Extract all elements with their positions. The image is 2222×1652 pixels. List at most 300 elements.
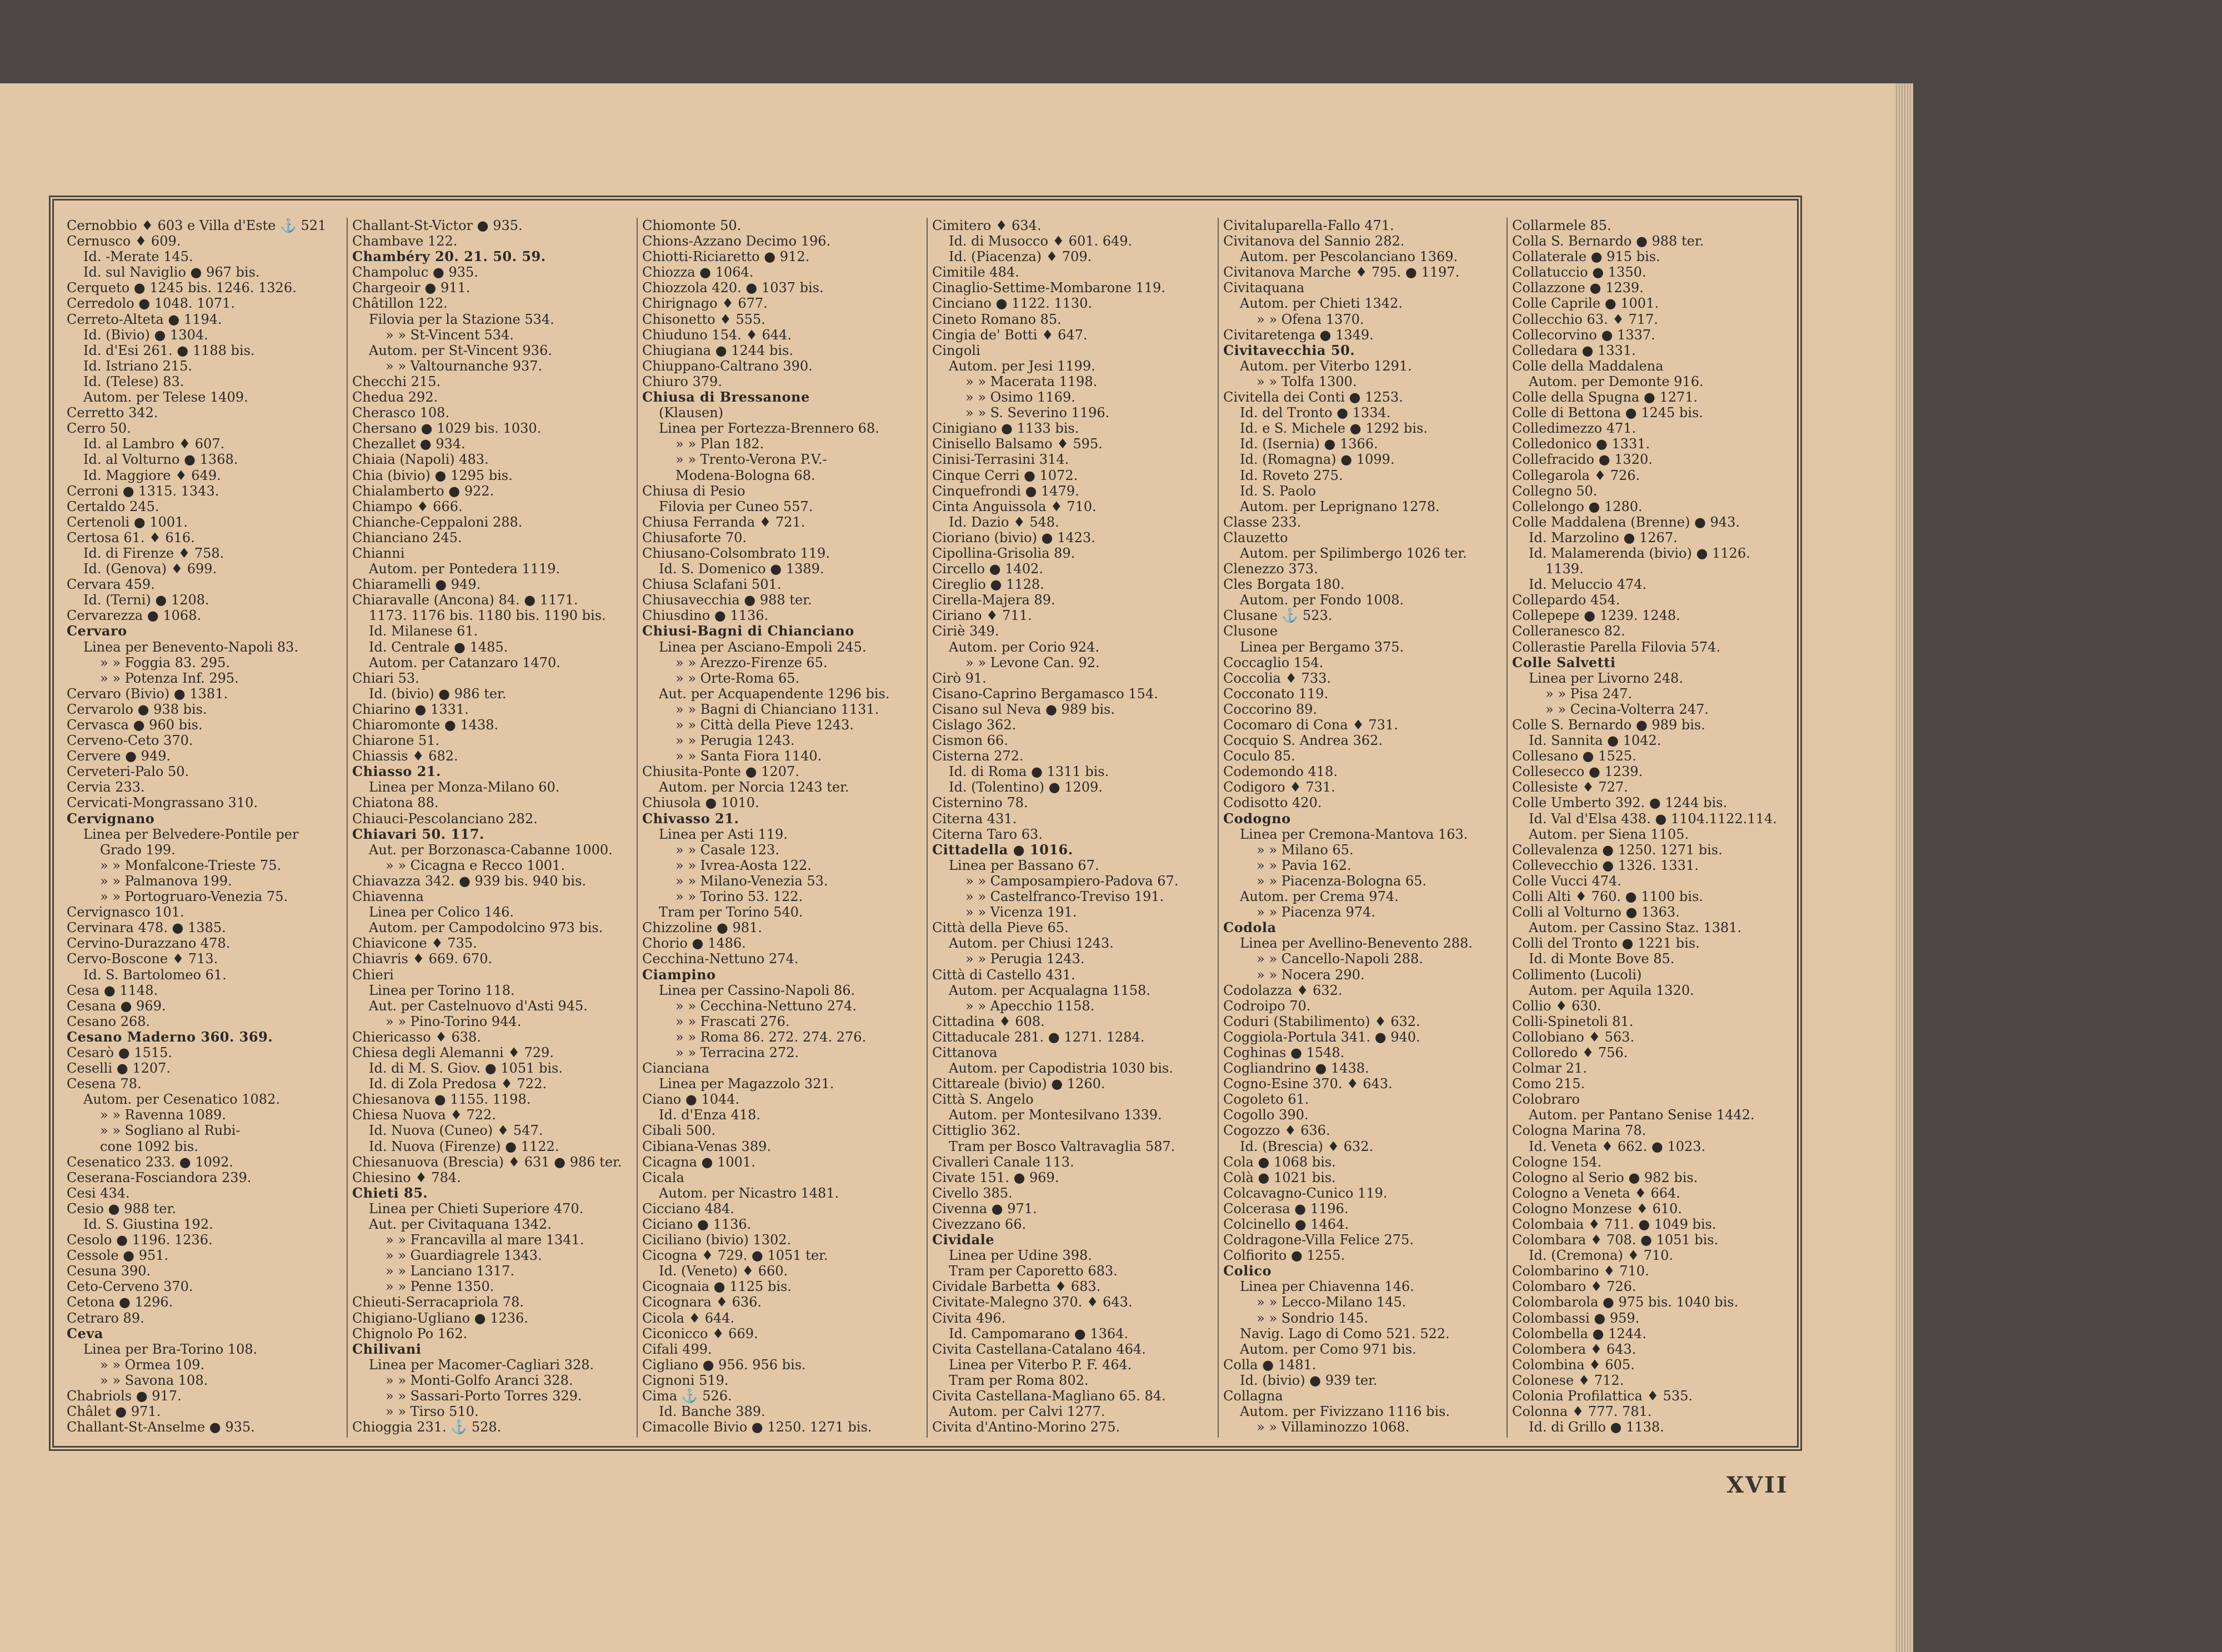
index-entry: Linea per Belvedere-Pontile per (83, 826, 299, 842)
index-entry: Cervia 233. (67, 779, 145, 795)
index-entry: Civate 151. ● 969. (932, 1169, 1059, 1185)
index-entry: Cervicati-Mongrassano 310. (67, 795, 258, 811)
index-entry: Chiaia (Napoli) 483. (352, 452, 489, 468)
index-entry: Colonese ♦ 712. (1512, 1372, 1624, 1388)
index-heading: Codogno (1223, 810, 1291, 827)
index-entry: Collaterale ● 915 bis. (1512, 249, 1660, 265)
index-entry: Chiusdino ● 1136. (642, 608, 769, 624)
index-entry: Linea per Asti 119. (659, 826, 788, 842)
index-entry: Autom. per Chieti 1342. (1240, 296, 1403, 312)
index-entry: Ceserana-Fosciandora 239. (67, 1169, 252, 1185)
index-entry: » » Sogliano al Rubi- (100, 1123, 241, 1139)
index-entry: Cologno al Serio ● 982 bis. (1512, 1169, 1698, 1185)
index-entry: Chiatona 88. (352, 795, 439, 811)
index-entry: Tram per Bosco Valtravaglia 587. (949, 1138, 1175, 1154)
index-entry: Chieri (352, 967, 394, 983)
index-entry: » » Piacenza-Bologna 65. (1257, 873, 1427, 889)
index-entry: Chiusa di Pesio (642, 483, 745, 499)
index-entry: Chiesino ♦ 784. (352, 1169, 461, 1185)
index-entry: » » Guardiagrele 1343. (386, 1248, 542, 1264)
index-entry: » » Nocera 290. (1257, 967, 1365, 983)
index-entry: Chianni (352, 545, 405, 561)
index-entry: Codolazza ♦ 632. (1223, 982, 1343, 998)
index-entry: Cologno Monzese ♦ 610. (1512, 1200, 1682, 1217)
index-entry: » » Cancello-Napoli 288. (1257, 951, 1423, 967)
index-entry: Collecorvino ● 1337. (1512, 327, 1655, 343)
index-entry: Autom. per Catanzaro 1470. (369, 654, 560, 670)
index-entry: Colli al Volturno ● 1363. (1512, 904, 1680, 920)
index-entry: Id. sul Naviglio ● 967 bis. (83, 264, 260, 281)
index-heading: Chiavari 50. 117. (352, 826, 484, 842)
index-entry: Cola ● 1068 bis. (1223, 1154, 1336, 1170)
index-entry: Civita Castellana-Magliano 65. 84. (932, 1388, 1166, 1404)
index-entry: Colledonico ● 1331. (1512, 436, 1650, 452)
index-entry: Cervasca ● 960 bis. (67, 717, 203, 733)
index-entry: Linea per Cremona-Mantova 163. (1240, 826, 1468, 842)
index-entry: Cisternino 78. (932, 795, 1028, 811)
index-entry: » » Palmanova 199. (100, 873, 232, 889)
index-entry: » » Portogruaro-Venezia 75. (100, 889, 288, 905)
index-entry: Cogozzo ♦ 636. (1223, 1123, 1330, 1139)
index-heading: Cesano Maderno 360. 369. (67, 1029, 273, 1045)
index-entry: Cignoni 519. (642, 1372, 729, 1388)
index-entry: Cerqueto ● 1245 bis. 1246. 1326. (67, 280, 297, 296)
index-entry: Autom. per Capodistria 1030 bis. (949, 1060, 1173, 1077)
index-entry: Cimitero ♦ 634. (932, 218, 1042, 233)
index-entry: Chiusita-Ponte ● 1207. (642, 764, 799, 780)
index-entry: Certenoli ● 1001. (67, 514, 188, 530)
index-entry: Id. di Firenze ♦ 758. (83, 545, 224, 561)
index-entry: » » Macerata 1198. (965, 373, 1098, 389)
index-entry: Chiesa Nuova ♦ 722. (352, 1107, 496, 1123)
index-entry: Chiusano-Colsombrato 119. (642, 545, 830, 561)
index-entry: Cireglio ● 1128. (932, 577, 1044, 593)
index-entry: » » Perugia 1243. (965, 951, 1085, 967)
index-entry: » » Cicagna e Recco 1001. (386, 857, 565, 873)
index-entry: » » Pisa 247. (1545, 685, 1633, 702)
index-entry: Id. (Cremona) ♦ 710. (1529, 1248, 1674, 1264)
index-entry: Colle Caprile ● 1001. (1512, 296, 1659, 312)
index-entry: » » Torino 53. 122. (675, 889, 803, 905)
index-entry: Id. Malamerenda (bivio) ● 1126. (1529, 545, 1750, 561)
index-entry: Aut. per Castelnuovo d'Asti 945. (369, 998, 588, 1014)
index-entry: Autom. per Cesenatico 1082. (83, 1092, 280, 1108)
index-entry: Colombaro ♦ 726. (1512, 1279, 1637, 1295)
index-entry: Id. del Tronto ● 1334. (1240, 405, 1391, 421)
index-entry: Circello ● 1402. (932, 561, 1043, 577)
index-entry: Chiusaforte 70. (642, 529, 747, 545)
index-entry: Id. d'Enza 418. (659, 1107, 761, 1123)
index-entry: Civitate-Malegno 370. ♦ 643. (932, 1294, 1133, 1310)
index-entry: » » Santa Fiora 1140. (675, 748, 822, 764)
index-entry: » » Ofena 1370. (1257, 311, 1364, 327)
index-heading: Chambéry 20. 21. 50. 59. (352, 249, 546, 265)
index-entry: Chiusa Sclafani 501. (642, 577, 782, 593)
index-entry: Cesuna 390. (67, 1263, 151, 1279)
index-heading: Colle Salvetti (1512, 654, 1616, 670)
index-entry: (Klausen) (659, 405, 724, 421)
index-entry: Cianо ● 1044. (642, 1092, 740, 1108)
index-entry: Id. Banche 389. (659, 1404, 765, 1420)
index-entry: Civitanova del Sannio 282. (1223, 233, 1405, 249)
index-entry: Chiozzola 420. ● 1037 bis. (642, 280, 824, 296)
index-entry: Checchi 215. (352, 373, 441, 389)
index-entry: Chiauci-Pescolanciano 282. (352, 810, 538, 827)
index-entry: Id. Milanese 61. (369, 623, 478, 639)
index-entry: » » Ravenna 1089. (100, 1107, 226, 1123)
index-entry: Collegno 50. (1512, 483, 1598, 499)
index-entry: Id. S. Bartolomeo 61. (83, 967, 227, 983)
index-entry: Linea per Benevento-Napoli 83. (83, 639, 299, 655)
index-heading: Ciampino (642, 967, 716, 983)
index-entry: » » Foggia 83. 295. (100, 654, 230, 670)
index-entry: Cesolo ● 1196. 1236. (67, 1232, 213, 1248)
index-entry: Cittadina ♦ 608. (932, 1013, 1045, 1029)
index-entry: Id. e S. Michele ● 1292 bis. (1240, 420, 1428, 437)
index-entry: Civello 385. (932, 1185, 1013, 1201)
index-entry: » » Pavia 162. (1257, 857, 1352, 873)
index-entry: Cicogna ♦ 729. ● 1051 ter. (642, 1248, 828, 1264)
index-entry: Collimento (Lucoli) (1512, 967, 1642, 983)
index-entry: » » Ormea 109. (100, 1356, 205, 1373)
index-entry: Linea per Magazzolo 321. (659, 1076, 834, 1092)
index-entry: Civitaretenga ● 1349. (1223, 327, 1374, 343)
index-entry: Ciciano ● 1136. (642, 1217, 752, 1232)
index-entry: Cifali 499. (642, 1341, 712, 1357)
index-entry: Civalleri Canale 113. (932, 1154, 1074, 1170)
index-entry: Autom. per Pontedera 1119. (369, 561, 560, 577)
index-entry: Id. (bivio) ● 939 ter. (1240, 1372, 1378, 1388)
index-entry: » » Osimo 1169. (965, 389, 1075, 406)
index-entry: » » Lanciano 1317. (386, 1263, 514, 1279)
index-entry: Cernusco ♦ 609. (67, 233, 181, 249)
index-entry: » » Piacenza 974. (1257, 904, 1375, 920)
index-entry: Chiavicone ♦ 735. (352, 935, 477, 952)
index-entry: Tram per Caporetto 683. (949, 1263, 1118, 1279)
index-entry: Autom. per Nicastro 1481. (659, 1185, 839, 1201)
index-entry: Chignolo Po 162. (352, 1325, 468, 1341)
index-entry: Collatuccio ● 1350. (1512, 264, 1647, 281)
index-entry: Cinigiano ● 1133 bis. (932, 420, 1079, 437)
index-entry: Colle Maddalena (Brenne) ● 943. (1512, 514, 1740, 530)
index-entry: Cesi 434. (67, 1185, 130, 1201)
index-entry: » » Città della Pieve 1243. (675, 717, 854, 733)
index-entry: » » Frascati 276. (675, 1013, 790, 1029)
index-entry: Id. (Terni) ● 1208. (83, 592, 209, 608)
index-entry: » » Arezzo-Firenze 65. (675, 654, 828, 670)
index-entry: Chirignago ♦ 677. (642, 296, 768, 312)
index-entry: Collevecchio ● 1326. 1331. (1512, 857, 1699, 873)
index-entry: Chiusola ● 1010. (642, 795, 759, 811)
index-entry: Classe 233. (1223, 514, 1302, 530)
index-entry: Civitanova Marche ♦ 795. ● 1197. (1223, 264, 1460, 281)
index-entry: Chizzoline ● 981. (642, 920, 762, 936)
index-entry: Collefracido ● 1320. (1512, 452, 1653, 468)
index-entry: Cicagna ● 1001. (642, 1154, 755, 1170)
index-entry: Cesano 268. (67, 1013, 151, 1029)
index-entry: Chianciano 245. (352, 529, 462, 545)
index-entry: Ciccianо 484. (642, 1200, 734, 1217)
index-entry: Id. di Musocco ♦ 601. 649. (949, 233, 1133, 249)
index-entry: » » Milano-Venezia 53. (675, 873, 828, 889)
index-entry: » » Sassari-Porto Torres 329. (386, 1388, 582, 1404)
index-entry: Cogollo 390. (1223, 1107, 1309, 1123)
index-entry: Chezallet ● 934. (352, 436, 466, 452)
index-column-6 (1507, 218, 1795, 1438)
index-entry: Id. (Bivio) ● 1304. (83, 327, 208, 343)
index-entry: Id. (Veneto) ♦ 660. (659, 1263, 788, 1279)
index-entry: Id. (Romagna) ● 1099. (1240, 452, 1395, 468)
index-entry: Autom. per Jesi 1199. (949, 358, 1095, 374)
index-entry: Cicola ♦ 644. (642, 1310, 735, 1326)
index-entry: Id. Centrale ● 1485. (369, 639, 508, 655)
index-entry: Linea per Colico 146. (369, 904, 514, 920)
index-entry: Filovia per Cuneo 557. (659, 498, 813, 514)
index-entry: Autom. per Calvi 1277. (949, 1404, 1105, 1420)
index-entry: Linea per Avellino-Benevento 288. (1240, 935, 1473, 952)
index-entry: Cherasco 108. (352, 405, 450, 421)
index-entry: Collarmele 85. (1512, 218, 1612, 233)
index-entry: Chiari 53. (352, 670, 419, 686)
index-entry: Chiavenna (352, 889, 424, 905)
index-entry: Cervinara 478. ● 1385. (67, 920, 226, 936)
index-entry: Colmar 21. (1512, 1060, 1587, 1077)
index-entry: Cocconato 119. (1223, 685, 1329, 702)
index-entry: Civita Castellana-Catalano 464. (932, 1341, 1146, 1357)
index-entry: Linea per Asciano-Empoli 245. (659, 639, 867, 655)
index-entry: Codigoro ♦ 731. (1223, 779, 1335, 795)
index-entry: Autom. per Telese 1409. (83, 389, 248, 406)
index-entry: Clauzetto (1223, 529, 1288, 545)
index-entry: Autom. per Cassino Staz. 1381. (1529, 920, 1742, 936)
index-entry: Cittareale (bivio) ● 1260. (932, 1076, 1105, 1092)
index-entry: Chiuppano-Caltrano 390. (642, 358, 813, 374)
index-entry: Collio ♦ 630. (1512, 998, 1602, 1014)
index-entry: Chiassis ♦ 682. (352, 748, 458, 764)
index-entry: » » Tolfa 1300. (1257, 373, 1357, 389)
index-entry: Autom. per Corio 924. (949, 639, 1100, 655)
index-entry: Clusane ⚓ 523. (1223, 608, 1333, 624)
index-entry: Id. di Zola Predosa ♦ 722. (369, 1076, 547, 1092)
index-entry: Cittiglio 362. (932, 1123, 1021, 1139)
index-entry: Id. (bivio) ● 986 ter. (369, 685, 507, 702)
index-entry: Collesano ● 1525. (1512, 748, 1637, 764)
index-entry: Grado 199. (100, 842, 176, 858)
index-entry: Cesena 78. (67, 1076, 142, 1092)
index-entry: » » Cecina-Volterra 247. (1545, 701, 1709, 717)
index-entry: Colledara ● 1331. (1512, 342, 1636, 358)
index-entry: Cervarezza ● 1068. (67, 608, 202, 624)
index-column-1 (62, 218, 347, 1438)
index-entry: Cinisi-Terrasini 314. (932, 452, 1069, 468)
index-entry: Collevalenza ● 1250. 1271 bis. (1512, 842, 1723, 858)
page-number: XVII (1726, 1472, 1789, 1498)
index-entry: Cervaro (Bivio) ● 1381. (67, 685, 228, 702)
index-entry: Cologno a Veneta ♦ 664. (1512, 1185, 1680, 1201)
index-entry: Collepepe ● 1239. 1248. (1512, 608, 1680, 624)
index-entry: Colfiorito ● 1255. (1223, 1248, 1345, 1264)
index-entry: Autom. per Siena 1105. (1529, 826, 1689, 842)
index-entry: » » Tirso 510. (386, 1404, 479, 1420)
index-entry: Cineto Romano 85. (932, 311, 1062, 327)
index-entry: Ciconicco ♦ 669. (642, 1325, 758, 1341)
index-entry: » » Milano 65. (1257, 842, 1354, 858)
index-column-2 (347, 218, 637, 1438)
index-entry: Chisonetto ♦ 555. (642, 311, 765, 327)
index-entry: Civenna ● 971. (932, 1200, 1037, 1217)
index-entry: Coggiola-Portula 341. ● 940. (1223, 1029, 1420, 1045)
index-entry: » » Villaminozzo 1068. (1257, 1419, 1410, 1435)
index-entry: Cetraro 89. (67, 1310, 144, 1326)
index-entry: Colle di Bettona ● 1245 bis. (1512, 405, 1703, 421)
index-entry: Collobiano ♦ 563. (1512, 1029, 1635, 1045)
index-entry: Cetona ● 1296. (67, 1294, 173, 1310)
index-entry: Colombaia ♦ 711. ● 1049 bis. (1512, 1217, 1716, 1232)
index-entry: Città della Pieve 65. (932, 920, 1069, 936)
index-entry: Cingia de' Botti ♦ 647. (932, 327, 1088, 343)
index-entry: Cimacolle Bivio ● 1250. 1271 bis. (642, 1419, 872, 1435)
index-entry: » » Apecchio 1158. (965, 998, 1095, 1014)
index-entry: Coculo 85. (1223, 748, 1295, 764)
index-entry: Certaldo 245. (67, 498, 159, 514)
index-entry: 1173. 1176 bis. 1180 bis. 1190 bis. (369, 608, 606, 624)
index-entry: » » Potenza Inf. 295. (100, 670, 239, 686)
index-entry: Cibiana-Venas 389. (642, 1138, 771, 1154)
index-entry: Cinta Anguissola ♦ 710. (932, 498, 1097, 514)
index-entry: Id. (Telese) 83. (83, 373, 184, 389)
index-column-4 (927, 218, 1218, 1438)
index-entry: Cigliano ● 956. 956 bis. (642, 1356, 806, 1373)
index-entry: Collepardo 454. (1512, 592, 1620, 608)
index-entry: Cologna Marina 78. (1512, 1123, 1647, 1139)
index-entry: Autom. per Acqualagna 1158. (949, 982, 1150, 998)
index-entry: Id. d'Esi 261. ● 1188 bis. (83, 342, 255, 358)
index-entry: Colcinello ● 1464. (1223, 1217, 1349, 1232)
index-entry: Aut. per Civitaquana 1342. (369, 1217, 552, 1232)
index-entry: Tram per Torino 540. (659, 904, 803, 920)
index-entry: Collegarola ♦ 726. (1512, 467, 1640, 483)
index-entry: Cesa ● 1148. (67, 982, 158, 998)
index-entry: Cogno-Esine 370. ♦ 643. (1223, 1076, 1393, 1092)
index-entry: Chiavris ♦ 669. 670. (352, 951, 493, 967)
index-entry: Chiotti-Riciaretto ● 912. (642, 249, 810, 265)
index-entry: Chions-Azzano Decimo 196. (642, 233, 831, 249)
index-entry: Cerroni ● 1315. 1343. (67, 483, 219, 499)
index-entry: Colombarino ♦ 710. (1512, 1263, 1649, 1279)
index-entry: Autom. per Montesilvano 1339. (949, 1107, 1162, 1123)
index-entry: Collerastie Parella Filovia 574. (1512, 639, 1721, 655)
index-entry: Champoluc ● 935. (352, 264, 478, 281)
index-entry: » » Casale 123. (675, 842, 779, 858)
index-entry: Cipollina-Grisolia 89. (932, 545, 1075, 561)
index-entry: Colli-Spinetoli 81. (1512, 1013, 1634, 1029)
index-entry: Cesenatico 233. ● 1092. (67, 1154, 234, 1170)
index-entry: Id. Nuova (Cuneo) ♦ 547. (369, 1123, 543, 1139)
index-heading: Chilivani (352, 1341, 422, 1357)
index-entry: Chigiano-Ugliano ● 1236. (352, 1310, 528, 1326)
index-entry: Chia (bivio) ● 1295 bis. (352, 467, 513, 483)
index-entry: Linea per Bergamo 375. (1240, 639, 1404, 655)
index-entry: Cicognara ♦ 636. (642, 1294, 762, 1310)
index-entry: Cerreto-Alteta ● 1194. (67, 311, 222, 327)
index-entry: Cervere ● 949. (67, 748, 171, 764)
index-entry: Codemondo 418. (1223, 764, 1338, 780)
index-entry: Tram per Roma 802. (949, 1372, 1089, 1388)
index-entry: Colombarola ● 975 bis. 1040 bis. (1512, 1294, 1739, 1310)
index-entry: Cesarò ● 1515. (67, 1044, 173, 1060)
index-entry: Cicala (642, 1169, 684, 1185)
index-entry: Cerveno-Ceto 370. (67, 733, 193, 749)
index-entry: » » Lecco-Milano 145. (1257, 1294, 1407, 1310)
index-entry: Chiusa Ferranda ♦ 721. (642, 514, 805, 530)
index-entry: Linea per Macomer-Cagliari 328. (369, 1356, 594, 1373)
index-entry: » » Monti-Golfo Aranci 328. (386, 1372, 573, 1388)
index-entry: 1139. (1545, 561, 1584, 577)
index-entry: Chiusavecchia ● 988 ter. (642, 592, 812, 608)
index-entry: Collagna (1223, 1388, 1283, 1404)
index-entry: Id. Meluccio 474. (1529, 577, 1647, 593)
index-entry: Id. di M. S. Giov. ● 1051 bis. (369, 1060, 563, 1077)
index-entry: Cerveteri-Palo 50. (67, 764, 189, 780)
index-entry: Coccorino 89. (1223, 701, 1317, 717)
index-entry: Id. (Piacenza) ♦ 709. (949, 249, 1092, 265)
index-entry: Aut. per Borzonasca-Cabanne 1000. (369, 842, 613, 858)
index-entry: Colle Umberto 392. ● 1244 bis. (1512, 795, 1728, 811)
index-entry: Colombara ♦ 708. ● 1051 bis. (1512, 1232, 1719, 1248)
index-entry: » » St-Vincent 534. (386, 327, 514, 343)
index-entry: Cogoleto 61. (1223, 1092, 1309, 1108)
index-entry: Linea per Fortezza-Brennero 68. (659, 420, 879, 437)
index-entry: Coduri (Stabilimento) ♦ 632. (1223, 1013, 1420, 1029)
index-entry: Linea per Udine 398. (949, 1248, 1092, 1264)
index-entry: Linea per Chieti Superiore 470. (369, 1200, 584, 1217)
index-entry: Chiesanova ● 1155. 1198. (352, 1092, 531, 1108)
index-heading: Civitavecchia 50. (1223, 342, 1355, 358)
index-entry: » » Valtournanche 937. (386, 358, 543, 374)
index-entry: Cibali 500. (642, 1123, 716, 1139)
index-entry: Cismon 66. (932, 733, 1008, 749)
index-entry: Civitaluparella-Fallo 471. (1223, 218, 1394, 233)
index-entry: Colle della Spugna ● 1271. (1512, 389, 1698, 406)
index-entry: Collesecco ● 1239. (1512, 764, 1643, 780)
index-entry: Como 215. (1512, 1076, 1585, 1092)
index-entry: Colle della Maddalena (1512, 358, 1664, 374)
index-entry: Id. (Genova) ♦ 699. (83, 561, 217, 577)
index-heading: Chivasso 21. (642, 810, 739, 827)
index-entry: Cessole ● 951. (67, 1248, 169, 1264)
index-entry: Id. al Volturno ● 1368. (83, 452, 238, 468)
index-entry: Collelongo ● 1280. (1512, 498, 1643, 514)
index-entry: Cerro 50. (67, 420, 131, 437)
index-entry: » » Terracina 272. (675, 1044, 799, 1060)
index-entry: cone 1092 bis. (100, 1138, 198, 1154)
index-entry: » » Plan 182. (675, 436, 764, 452)
index-entry: Chiomonte 50. (642, 218, 742, 233)
index-entry: » » Camposampiero-Padova 67. (965, 873, 1179, 889)
index-heading: Chieti 85. (352, 1185, 428, 1201)
index-entry: Id. di Monte Bove 85. (1529, 951, 1675, 967)
index-entry: Cittaducale 281. ● 1271. 1284. (932, 1029, 1145, 1045)
index-entry: Modena-Bologna 68. (675, 467, 815, 483)
index-entry: Cinaglio-Settime-Mombarone 119. (932, 280, 1165, 296)
index-entry: Cioriano (bivio) ● 1423. (932, 529, 1095, 545)
index-entry: Cervignasco 101. (67, 904, 184, 920)
index-entry: Ciriano ♦ 711. (932, 608, 1032, 624)
index-heading: Cervaro (67, 623, 127, 639)
index-column-3 (637, 218, 927, 1438)
index-entry: Chiugiana ● 1244 bis. (642, 342, 793, 358)
index-entry: Cimitile 484. (932, 264, 1019, 281)
